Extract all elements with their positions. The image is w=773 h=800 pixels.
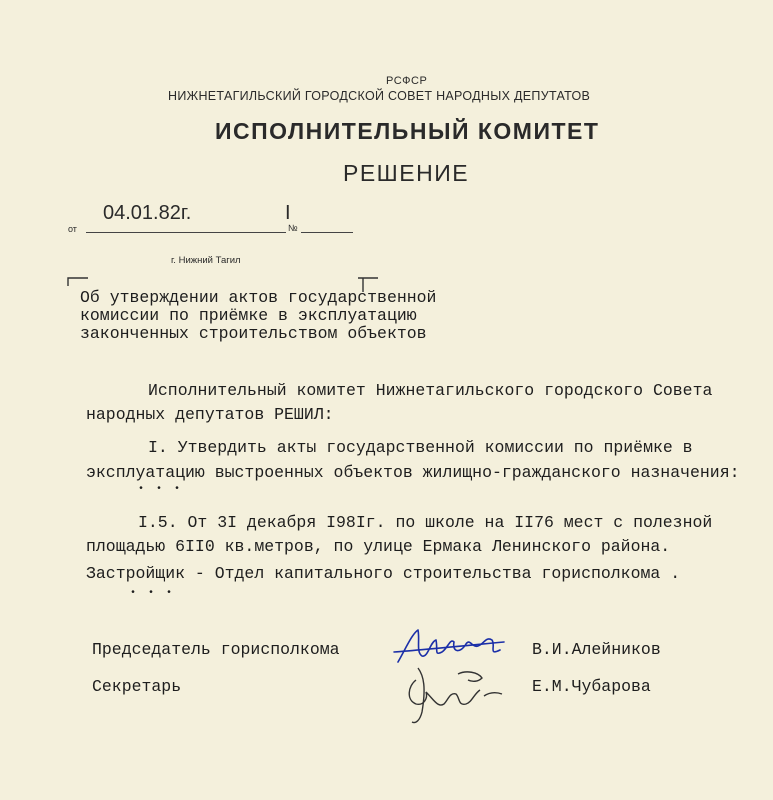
document-date: 04.01.82г.	[103, 202, 192, 224]
document-type: РЕШЕНИЕ	[343, 160, 470, 186]
secretary-name: Е.М.Чубарова	[532, 677, 651, 696]
date-underline	[86, 232, 286, 233]
secretary-title: Секретарь	[92, 677, 182, 696]
subject-line-1: Об утверждении актов государственной	[80, 288, 437, 307]
secretary-signature	[398, 660, 508, 730]
item1-line-2: эксплуатацию выстроенных объектов жилищно-гражданского назначения:	[86, 463, 740, 482]
intro-line-1: Исполнительный комитет Нижнетагильского городского Совета	[148, 381, 713, 400]
from-label: от	[68, 224, 77, 234]
subject-line-2: комиссии по приёмке в эксплуатацию	[80, 306, 417, 325]
intro-line-2: народных депутатов РЕШИЛ:	[86, 405, 334, 424]
ellipsis-2: • • •	[130, 588, 176, 599]
subject-line-3: законченных строительством объектов	[80, 324, 427, 343]
item2-line-2: площадью 6II0 кв.метров, по улице Ермака Ленинского района.	[86, 537, 671, 556]
chair-name: В.И.Алейников	[532, 640, 661, 659]
ellipsis-1: • • •	[138, 484, 184, 495]
chair-title: Председатель горисполкома	[92, 640, 340, 659]
item2-line-1: I.5. От 3I декабря I98Iг. по школе на II76 мест с полезной	[138, 513, 713, 532]
number-underline	[301, 232, 353, 233]
item1-line-1: I. Утвердить акты государственной комиссии по приёмке в	[148, 438, 693, 457]
number-label: №	[288, 223, 298, 233]
city-label: г. Нижний Тагил	[171, 255, 241, 266]
country-label: РСФСР	[386, 75, 428, 87]
item2-line-3: Застройщик - Отдел капитального строительства горисполкома .	[86, 564, 681, 583]
council-name: НИЖНЕТАГИЛЬСКИЙ ГОРОДСКОЙ СОВЕТ НАРОДНЫХ ДЕПУТАТОВ	[168, 89, 591, 103]
document-number: I	[285, 202, 291, 224]
committee-title: ИСПОЛНИТЕЛЬНЫЙ КОМИТЕТ	[215, 118, 600, 144]
